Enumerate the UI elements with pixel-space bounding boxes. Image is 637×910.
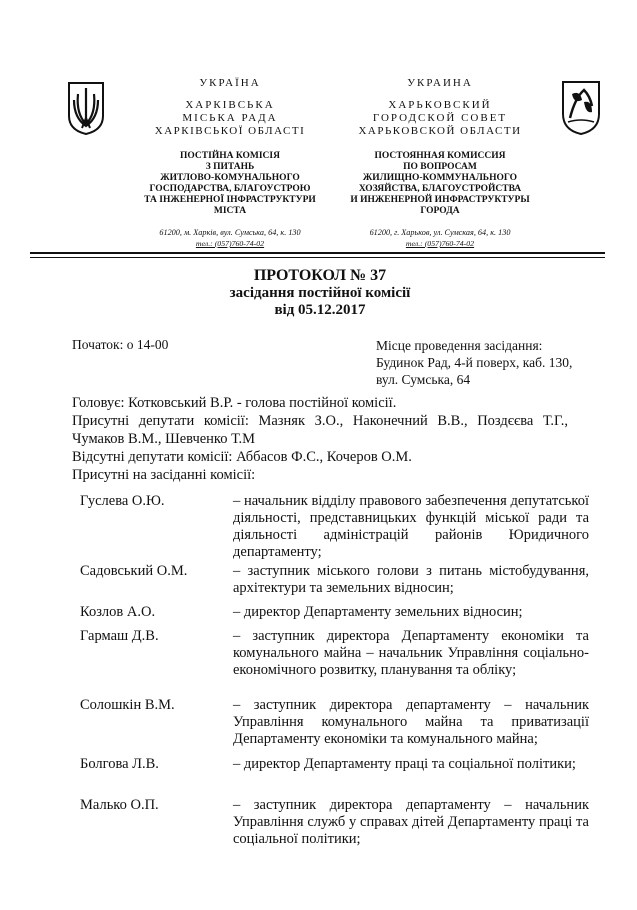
commission-name-ua [120,151,340,217]
attendee-name: Болгова Л.В. [80,756,159,772]
attendee-role: – директор Департаменту праці та соціальної політики; [233,756,576,772]
attendee-role: – заступник директора Департаменту економіки та комунального майна – начальник Управління соціально-економічного розвитку, планування та обліку; [233,628,589,678]
ukraine-trident-emblem [66,80,106,136]
attendees-heading: Присутні на засіданні комісії: [72,467,256,483]
council-name-ua-1: ХАРКІВСЬКА [185,99,275,111]
attendee-name: Малько О.П. [80,797,159,813]
commission-line: ПОСТІЙНА КОМІСІЯ [180,151,280,161]
attendee-role: – начальник відділу правового забезпечення депутатської діяльності, представницьких функцій міської ради та діяльності адміністрацій районів Юридичного департаменту; [233,493,589,560]
council-name-ua-2: МІСЬКА РАДА [182,112,278,124]
attendee-name: Гуслева О.Ю. [80,493,165,509]
council-name-ru-1: ХАРЬКОВСКИЙ [388,99,492,111]
commission-line: ПО ВОПРОСАМ [403,162,477,172]
council-name-ua-3: ХАРКІВСЬКОЇ ОБЛАСТІ [154,125,306,137]
council-name-ru-2: ГОРОДСКОЙ СОВЕТ [372,112,508,124]
commission-line: З ПИТАНЬ [205,162,255,172]
venue-line: вул. Сумська, 64 [376,372,471,387]
commission-line: ХОЗЯЙСТВА, БЛАГОУСТРОЙСТВА [358,184,522,194]
protocol-subtitle: засідання постійної комісії [229,285,411,301]
phone-ua: тел.: (057)760-74-02 [195,239,265,248]
attendee-role: – директор Департаменту земельних відносин; [233,604,523,620]
address-ru: 61200, г. Харьков, ул. Сумская, 64, к. 130 [369,228,511,237]
country-label-ru: УКРАИНА [407,77,473,89]
commission-line: МІСТА [213,206,247,216]
present-deputies-line-1: Присутні депутати комісії: Мазняк З.О., Наконечний В.В., Поздєєва Т.Г., [72,413,568,429]
commission-name-ru [328,151,552,217]
attendee-role: – заступник директора департаменту – начальник Управління комунального майна та приватизації Департаменту економіки та комунального майна; [233,697,589,747]
commission-line: ГОРОДА [420,206,460,216]
header-divider [30,252,605,254]
chair-line: Головує: Котковський В.Р. - голова постійної комісії. [72,395,397,411]
venue-line: Місце проведення засідання: [376,338,543,353]
commission-line: И ИНЖЕНЕРНОЙ ИНФРАСТРУКТУРЫ [350,195,530,205]
council-name-ru-3: ХАРЬКОВСКОЙ ОБЛАСТИ [358,125,522,137]
commission-line: ЖИЛИЩНО-КОММУНАЛЬНОГО [362,173,518,183]
attendee-name: Садовський О.М. [80,563,188,579]
attendee-name: Козлов А.О. [80,604,156,620]
start-time: Початок: о 14-00 [72,337,169,352]
present-deputies-line-2: Чумаков В.М., Шевченко Т.М [72,431,256,447]
attendee-name: Солошкін В.М. [80,697,175,713]
country-label-ua: УКРАЇНА [199,77,261,89]
commission-line: ПОСТОЯННАЯ КОМИССИЯ [374,151,506,161]
attendee-name: Гармаш Д.В. [80,628,159,644]
attendee-role: – заступник директора департаменту – начальник Управління служб у справах дітей Департаменту праці та соціальної політики; [233,797,589,847]
attendee-role: – заступник міського голови з питань містобудування, архітектури та земельних відносин; [233,563,589,596]
commission-line: ЖИТЛОВО-КОМУНАЛЬНОГО [160,173,300,183]
phone-ru: тел.: (057)760-74-02 [405,239,475,248]
kharkiv-coat-of-arms [560,78,602,136]
venue [376,337,616,388]
address-ua: 61200, м. Харків, вул. Сумська, 64, к. 130 [159,228,301,237]
venue-line: Будинок Рад, 4-й поверх, каб. 130, [376,355,573,370]
commission-line: ТА ІНЖЕНЕРНОЇ ІНФРАСТРУКТУРИ [144,195,316,205]
protocol-date: від 05.12.2017 [274,302,366,318]
absent-deputies: Відсутні депутати комісії: Аббасов Ф.С., Кочеров О.М. [72,449,412,465]
commission-line: ГОСПОДАРСТВА, БЛАГОУСТРОЮ [149,184,311,194]
protocol-title: ПРОТОКОЛ № 37 [253,267,387,284]
header-divider-thin [30,257,605,258]
